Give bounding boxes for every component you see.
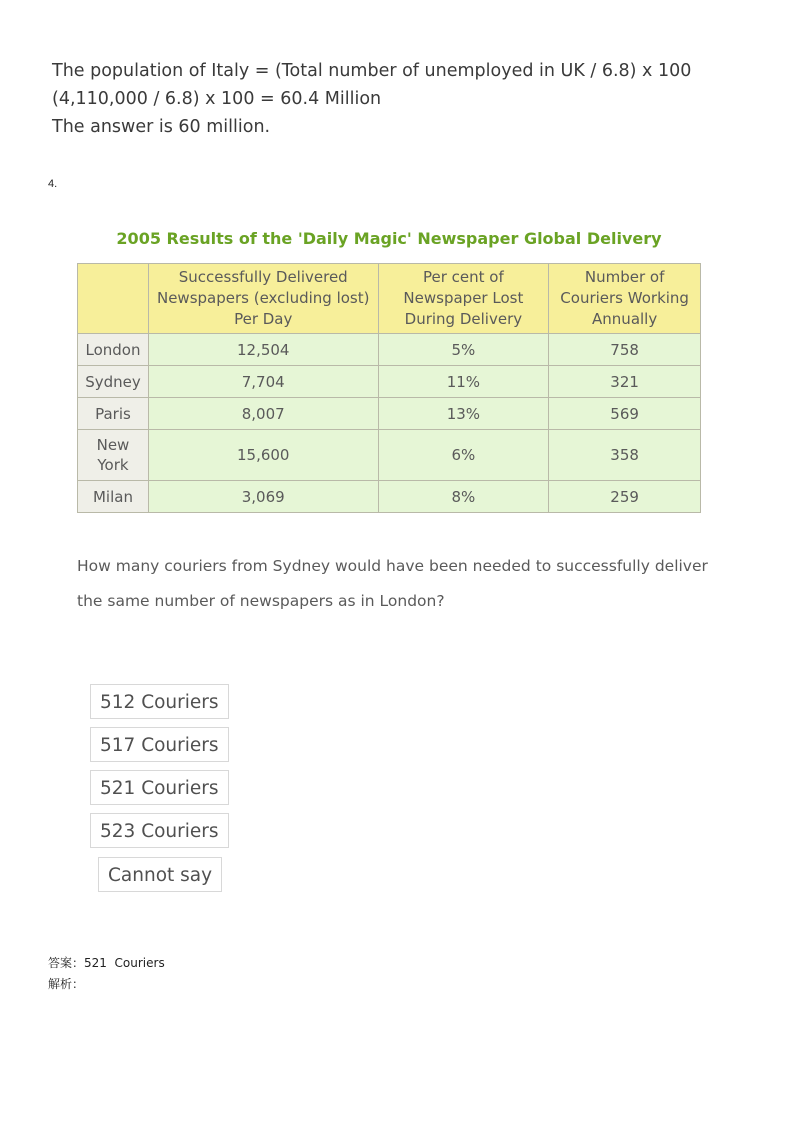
table-cell: 7,704 [148, 366, 378, 398]
table-cell: 12,504 [148, 334, 378, 366]
table-row [78, 334, 701, 366]
table-cell: 758 [549, 334, 701, 366]
table-cell: 3,069 [148, 481, 378, 513]
table-row [78, 366, 701, 398]
city-cell: London [78, 334, 149, 366]
answer-section [48, 953, 165, 995]
delivery-table [77, 263, 701, 513]
table-cell: 15,600 [148, 430, 378, 481]
option-521-couriers[interactable]: 521 Couriers [90, 770, 229, 805]
option-517-couriers[interactable]: 517 Couriers [90, 727, 229, 762]
explanation-label: 解析： [48, 977, 85, 991]
header-cell [78, 264, 149, 334]
table-header-row [78, 264, 701, 334]
table-cell: 358 [549, 430, 701, 481]
table-cell: 8,007 [148, 398, 378, 430]
option-512-couriers[interactable]: 512 Couriers [90, 684, 229, 719]
header-cell: Successfully Delivered Newspapers (excluding lost) Per Day [148, 264, 378, 334]
solution-line: The population of Italy = (Total number of unemployed in UK / 6.8) x 100 [52, 61, 692, 81]
table-cell: 6% [378, 430, 549, 481]
question-number: 4. [48, 178, 58, 190]
option-cannot-say[interactable]: Cannot say [98, 857, 222, 892]
answer-line: 答案：521 Couriers [48, 956, 165, 970]
city-cell: Milan [78, 481, 149, 513]
table-cell: 5% [378, 334, 549, 366]
table-cell: 13% [378, 398, 549, 430]
option-523-couriers[interactable]: 523 Couriers [90, 813, 229, 848]
table-title: 2005 Results of the 'Daily Magic' Newspaper Global Delivery [116, 229, 662, 248]
table-cell: 569 [549, 398, 701, 430]
city-cell: Sydney [78, 366, 149, 398]
table-row [78, 481, 701, 513]
table-cell: 11% [378, 366, 549, 398]
solution-line: (4,110,000 / 6.8) x 100 = 60.4 Million [52, 89, 382, 109]
city-cell: Paris [78, 398, 149, 430]
table-row [78, 430, 701, 481]
table-cell: 321 [549, 366, 701, 398]
city-cell: New York [78, 430, 149, 481]
question-text: How many couriers from Sydney would have been needed to successfully deliver the same number of newspapers as in London? [77, 557, 708, 610]
table-row [78, 398, 701, 430]
table-cell: 8% [378, 481, 549, 513]
header-cell: Per cent of Newspaper Lost During Delivery [378, 264, 549, 334]
solution-line: The answer is 60 million. [52, 117, 271, 137]
header-cell: Number of Couriers Working Annually [549, 264, 701, 334]
table-cell: 259 [549, 481, 701, 513]
previous-solution [52, 57, 691, 141]
